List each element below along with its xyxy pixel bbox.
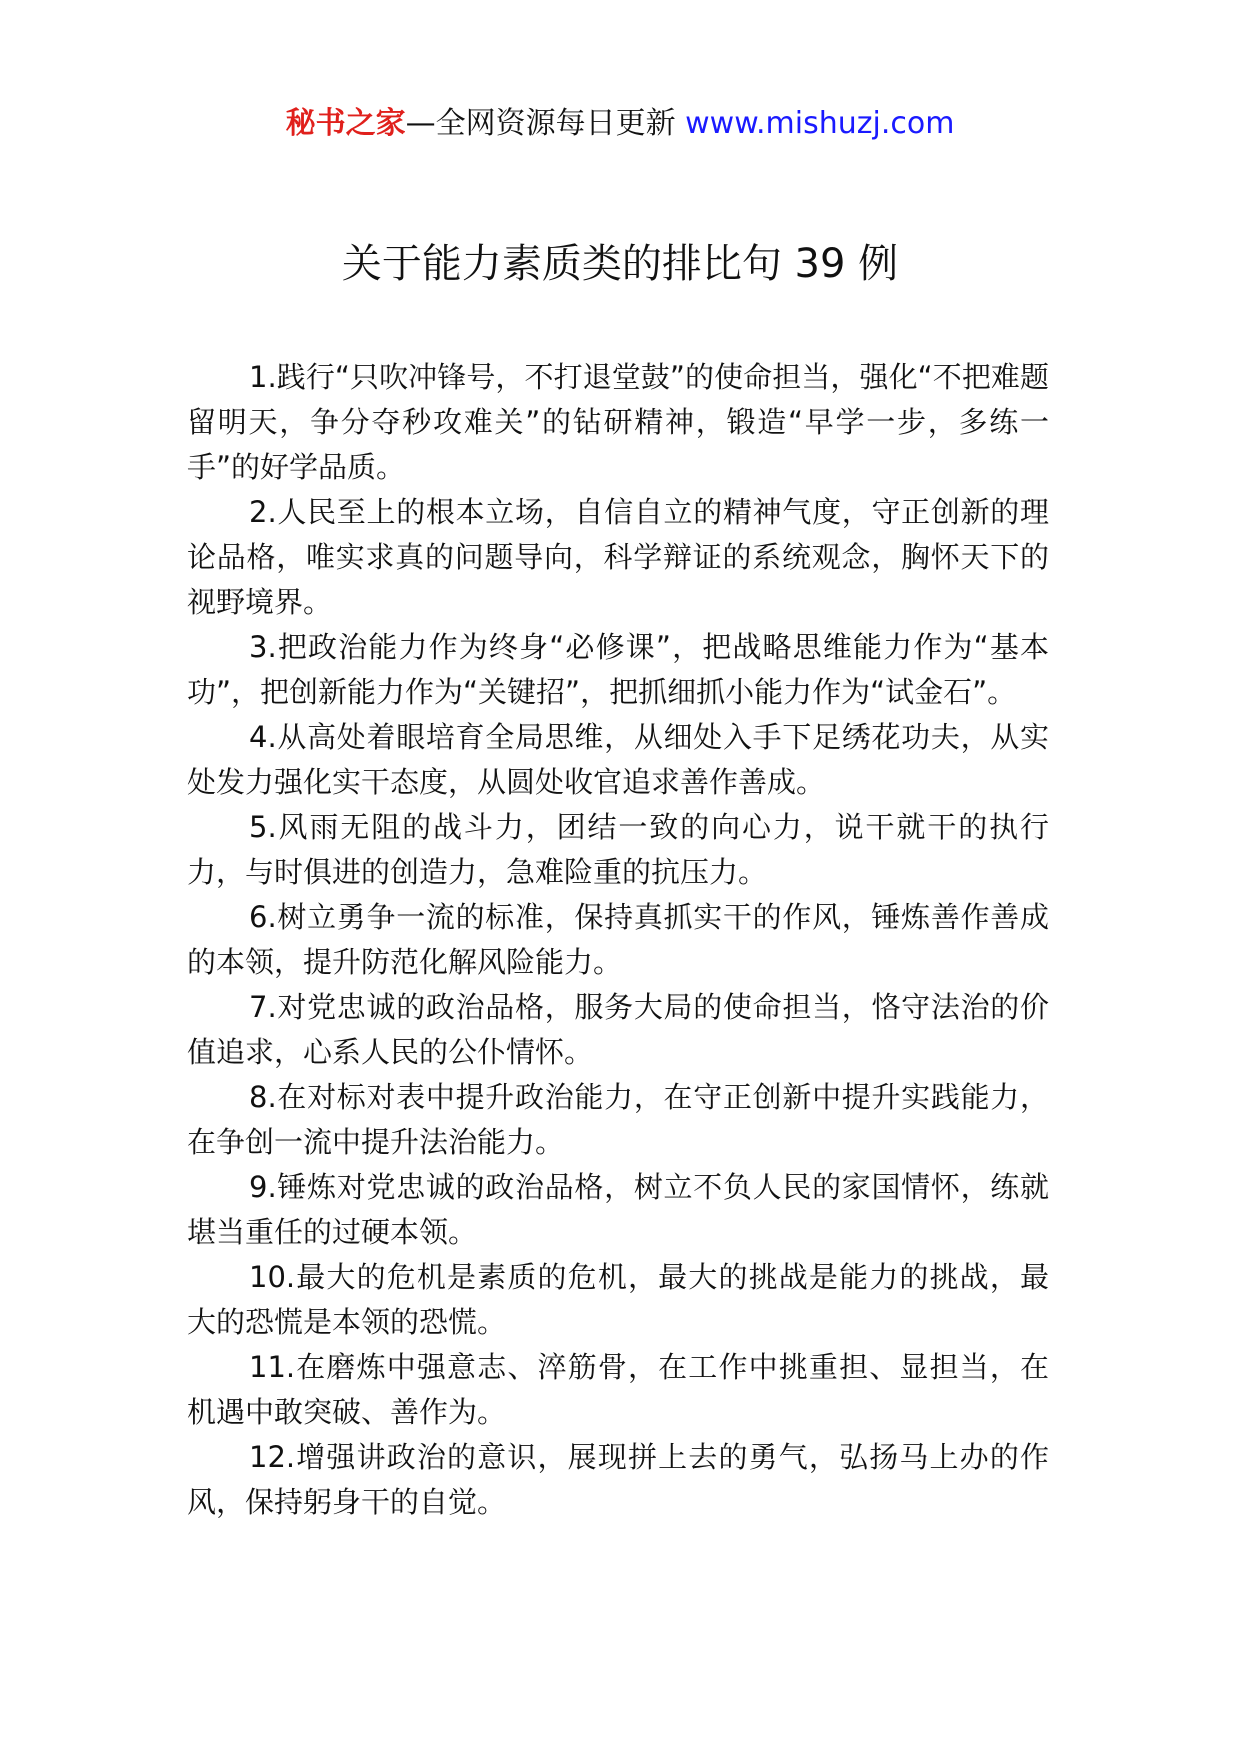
- paragraph-6: 6.树立勇争一流的标准，保持真抓实干的作风，锤炼善作善成的本领，提升防范化解风险能力。: [187, 900, 1049, 979]
- paragraph-2: 2.人民至上的根本立场，自信自立的精神气度，守正创新的理论品格，唯实求真的问题导向，科学辩证的系统观念，胸怀天下的视野境界。: [187, 495, 1049, 619]
- paragraph-1: 1.践行“只吹冲锋号，不打退堂鼓”的使命担当，强化“不把难题留明天，争分夺秒攻难关”的钻研精神，锻造“早学一步，多练一手”的好学品质。: [187, 360, 1049, 484]
- paragraph-7: 7.对党忠诚的政治品格，服务大局的使命担当，恪守法治的价值追求，心系人民的公仆情怀。: [187, 990, 1049, 1069]
- header-tagline: —全网资源每日更新: [405, 106, 676, 141]
- paragraph-5: 5.风雨无阻的战斗力，团结一致的向心力，说干就干的执行力，与时俱进的创造力，急难险重的抗压力。: [187, 810, 1049, 889]
- paragraph-9: 9.锤炼对党忠诚的政治品格，树立不负人民的家国情怀，练就堪当重任的过硬本领。: [187, 1170, 1049, 1249]
- document-title: 关于能力素质类的排比句 39 例: [341, 241, 899, 287]
- brand-name: 秘书之家: [285, 106, 406, 141]
- site-url-link[interactable]: www.mishuzj.com: [685, 106, 955, 141]
- paragraph-3: 3.把政治能力作为终身“必修课”，把战略思维能力作为“基本功”，把创新能力作为“关键招”，把抓细抓小能力作为“试金石”。: [187, 630, 1049, 709]
- paragraph-11: 11.在磨炼中强意志、淬筋骨，在工作中挑重担、显担当，在机遇中敢突破、善作为。: [187, 1350, 1049, 1429]
- site-header: [0, 104, 1240, 144]
- paragraph-8: 8.在对标对表中提升政治能力，在守正创新中提升实践能力，在争创一流中提升法治能力。: [187, 1080, 1049, 1159]
- document-body: [187, 355, 1049, 1525]
- paragraph-12: 12.增强讲政治的意识，展现拼上去的勇气，弘扬马上办的作风，保持躬身干的自觉。: [187, 1440, 1049, 1519]
- paragraph-10: 10.最大的危机是素质的危机，最大的挑战是能力的挑战，最大的恐慌是本领的恐慌。: [187, 1260, 1049, 1339]
- paragraph-4: 4.从高处着眼培育全局思维，从细处入手下足绣花功夫，从实处发力强化实干态度，从圆处收官追求善作善成。: [187, 720, 1049, 799]
